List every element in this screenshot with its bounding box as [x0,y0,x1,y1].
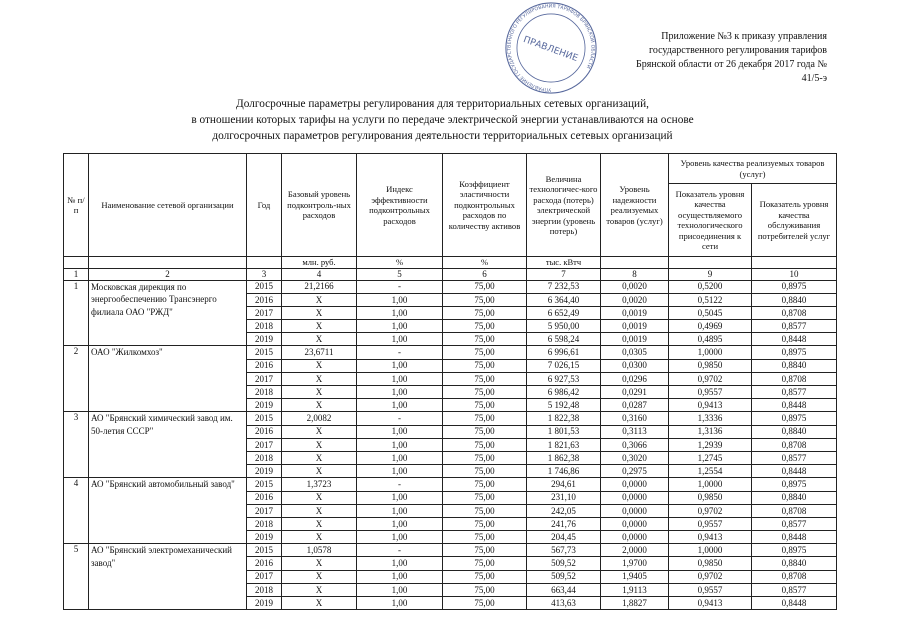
cell-reliability: 0,2975 [601,465,669,478]
unit-base: млн. руб. [282,257,357,269]
cell-elasticity-coef: 75,00 [443,293,527,306]
cell-year: 2017 [247,372,282,385]
unit-empty [669,257,752,269]
cell-reliability: 0,0000 [601,517,669,530]
table-body [64,280,837,610]
cell-connection-quality: 0,9702 [669,570,752,583]
cell-elasticity-coef: 75,00 [443,491,527,504]
appendix-line: Приложение №3 к приказу управления [661,31,827,42]
cell-elasticity-coef: 75,00 [443,504,527,517]
cell-year: 2017 [247,504,282,517]
cell-service-quality: 0,8577 [752,583,837,596]
cell-efficiency-index: - [357,478,443,491]
cell-efficiency-index: - [357,280,443,293]
cell-year: 2016 [247,293,282,306]
cell-base-cost: 1,0578 [282,544,357,557]
cell-efficiency-index: 1,00 [357,583,443,596]
cell-elasticity-coef: 75,00 [443,557,527,570]
cell-year: 2019 [247,465,282,478]
table-row [64,544,837,557]
cell-efficiency-index: 1,00 [357,491,443,504]
cell-tech-losses: 5 192,48 [527,399,601,412]
cell-efficiency-index: 1,00 [357,425,443,438]
org-name: АО "Брянский химический завод им. 50-летия СССР" [89,412,247,478]
cell-connection-quality: 0,5200 [669,280,752,293]
cell-connection-quality: 1,2939 [669,438,752,451]
header-coef: Коэффициент эластичности подконтрольных расходов по количеству активов [443,154,527,257]
cell-year: 2015 [247,412,282,425]
cell-elasticity-coef: 75,00 [443,346,527,359]
cell-reliability: 1,8827 [601,597,669,610]
cell-base-cost: X [282,583,357,596]
cell-reliability: 0,3160 [601,412,669,425]
cell-year: 2018 [247,583,282,596]
cell-connection-quality: 1,3136 [669,425,752,438]
unit-index: % [357,257,443,269]
table-row [64,346,837,359]
column-number: 2 [89,268,247,280]
unit-empty [752,257,837,269]
cell-tech-losses: 204,45 [527,531,601,544]
unit-coef: % [443,257,527,269]
column-number: 8 [601,268,669,280]
cell-base-cost: X [282,570,357,583]
cell-year: 2019 [247,531,282,544]
cell-service-quality: 0,8577 [752,451,837,464]
cell-reliability: 0,0287 [601,399,669,412]
cell-connection-quality: 0,9413 [669,399,752,412]
header-quality-connection: Показатель уровня качества осуществляемого технологического присоединения к сети [669,184,752,257]
column-number: 6 [443,268,527,280]
cell-service-quality: 0,8448 [752,597,837,610]
cell-connection-quality: 1,0000 [669,346,752,359]
cell-connection-quality: 0,9850 [669,359,752,372]
cell-efficiency-index: - [357,544,443,557]
cell-base-cost: X [282,517,357,530]
header-index: Индекс эффективности подконтрольных расходов [357,154,443,257]
cell-elasticity-coef: 75,00 [443,517,527,530]
cell-base-cost: 21,2166 [282,280,357,293]
org-name: АО "Брянский автомобильный завод" [89,478,247,544]
org-name: Московская дирекция по энергообеспечению Трансэнерго филиала ОАО "РЖД" [89,280,247,346]
cell-elasticity-coef: 75,00 [443,280,527,293]
cell-elasticity-coef: 75,00 [443,544,527,557]
cell-tech-losses: 6 598,24 [527,333,601,346]
table-row [64,478,837,491]
cell-connection-quality: 0,9557 [669,517,752,530]
cell-service-quality: 0,8840 [752,293,837,306]
cell-reliability: 0,3113 [601,425,669,438]
cell-efficiency-index: 1,00 [357,438,443,451]
cell-reliability: 1,9700 [601,557,669,570]
cell-efficiency-index: 1,00 [357,451,443,464]
cell-service-quality: 0,8975 [752,544,837,557]
cell-reliability: 2,0000 [601,544,669,557]
cell-connection-quality: 0,9413 [669,531,752,544]
cell-connection-quality: 0,9850 [669,491,752,504]
cell-service-quality: 0,8577 [752,517,837,530]
cell-service-quality: 0,8708 [752,372,837,385]
cell-connection-quality: 0,9557 [669,386,752,399]
cell-elasticity-coef: 75,00 [443,451,527,464]
table-row [64,280,837,293]
cell-base-cost: X [282,293,357,306]
cell-base-cost: X [282,372,357,385]
org-number: 5 [64,544,89,610]
cell-tech-losses: 1 862,38 [527,451,601,464]
cell-tech-losses: 7 232,53 [527,280,601,293]
cell-tech-losses: 241,76 [527,517,601,530]
cell-base-cost: X [282,531,357,544]
cell-elasticity-coef: 75,00 [443,333,527,346]
cell-service-quality: 0,8840 [752,491,837,504]
cell-connection-quality: 0,5045 [669,306,752,319]
cell-connection-quality: 1,2745 [669,451,752,464]
cell-tech-losses: 6 927,53 [527,372,601,385]
cell-efficiency-index: 1,00 [357,465,443,478]
cell-service-quality: 0,8840 [752,359,837,372]
cell-efficiency-index: 1,00 [357,372,443,385]
cell-elasticity-coef: 75,00 [443,425,527,438]
cell-service-quality: 0,8448 [752,333,837,346]
column-number: 9 [669,268,752,280]
column-number: 4 [282,268,357,280]
document-title [0,96,905,144]
cell-efficiency-index: - [357,412,443,425]
cell-elasticity-coef: 75,00 [443,386,527,399]
org-number: 3 [64,412,89,478]
unit-empty [64,257,89,269]
cell-base-cost: X [282,359,357,372]
header-reliability: Уровень надежности реализуемых товаров (услуг) [601,154,669,257]
cell-year: 2015 [247,544,282,557]
cell-tech-losses: 509,52 [527,557,601,570]
cell-reliability: 0,0019 [601,306,669,319]
cell-connection-quality: 0,9702 [669,372,752,385]
cell-elasticity-coef: 75,00 [443,306,527,319]
cell-reliability: 0,0000 [601,531,669,544]
cell-tech-losses: 567,73 [527,544,601,557]
cell-elasticity-coef: 75,00 [443,478,527,491]
cell-service-quality: 0,8975 [752,412,837,425]
cell-service-quality: 0,8577 [752,320,837,333]
cell-efficiency-index: 1,00 [357,320,443,333]
cell-connection-quality: 1,0000 [669,478,752,491]
cell-service-quality: 0,8708 [752,570,837,583]
cell-year: 2018 [247,386,282,399]
stamp-center-text: ПРАВЛЕНИЕ [521,34,580,65]
cell-year: 2015 [247,280,282,293]
cell-tech-losses: 1 822,38 [527,412,601,425]
cell-efficiency-index: 1,00 [357,504,443,517]
cell-reliability: 1,9405 [601,570,669,583]
cell-reliability: 0,3020 [601,451,669,464]
cell-base-cost: X [282,320,357,333]
cell-efficiency-index: 1,00 [357,333,443,346]
cell-base-cost: X [282,333,357,346]
cell-service-quality: 0,8975 [752,478,837,491]
cell-base-cost: 2,0082 [282,412,357,425]
cell-reliability: 0,0000 [601,504,669,517]
official-stamp [505,2,597,94]
title-line: долгосрочных параметров регулирования деятельности территориальных сетевых организаций [212,130,673,142]
cell-service-quality: 0,8708 [752,306,837,319]
org-number: 2 [64,346,89,412]
parameters-table [63,153,837,610]
cell-elasticity-coef: 75,00 [443,465,527,478]
appendix-line: Брянской области от 26 декабря 2017 года № [636,59,827,70]
cell-tech-losses: 242,05 [527,504,601,517]
cell-year: 2016 [247,491,282,504]
cell-year: 2015 [247,478,282,491]
cell-tech-losses: 6 652,49 [527,306,601,319]
cell-reliability: 0,0305 [601,346,669,359]
cell-reliability: 0,0020 [601,293,669,306]
cell-connection-quality: 0,4969 [669,320,752,333]
cell-connection-quality: 0,9413 [669,597,752,610]
cell-efficiency-index: 1,00 [357,306,443,319]
org-number: 4 [64,478,89,544]
cell-tech-losses: 7 026,15 [527,359,601,372]
cell-base-cost: 1,3723 [282,478,357,491]
cell-reliability: 0,0000 [601,491,669,504]
cell-elasticity-coef: 75,00 [443,372,527,385]
cell-elasticity-coef: 75,00 [443,320,527,333]
cell-reliability: 1,9113 [601,583,669,596]
cell-reliability: 0,0019 [601,320,669,333]
cell-tech-losses: 509,52 [527,570,601,583]
cell-tech-losses: 6 364,40 [527,293,601,306]
cell-elasticity-coef: 75,00 [443,531,527,544]
cell-efficiency-index: 1,00 [357,293,443,306]
cell-base-cost: X [282,386,357,399]
cell-base-cost: X [282,504,357,517]
cell-efficiency-index: 1,00 [357,570,443,583]
header-loss: Величина технологичес-кого расхода (потерь) электрической энергии (уровень потерь) [527,154,601,257]
column-number-row [64,268,837,280]
header-quality-service: Показатель уровня качества обслуживания потребителей услуг [752,184,837,257]
cell-efficiency-index: 1,00 [357,386,443,399]
cell-service-quality: 0,8975 [752,280,837,293]
column-number: 3 [247,268,282,280]
column-number: 10 [752,268,837,280]
cell-reliability: 0,0019 [601,333,669,346]
cell-service-quality: 0,8708 [752,438,837,451]
cell-base-cost: X [282,465,357,478]
column-number: 1 [64,268,89,280]
cell-year: 2019 [247,333,282,346]
column-number: 7 [527,268,601,280]
cell-efficiency-index: 1,00 [357,399,443,412]
cell-connection-quality: 0,9557 [669,583,752,596]
cell-tech-losses: 294,61 [527,478,601,491]
cell-year: 2016 [247,359,282,372]
cell-service-quality: 0,8448 [752,399,837,412]
cell-tech-losses: 413,63 [527,597,601,610]
cell-year: 2016 [247,557,282,570]
org-name: АО "Брянский электромеханический завод" [89,544,247,610]
cell-base-cost: X [282,306,357,319]
cell-tech-losses: 1 801,53 [527,425,601,438]
cell-base-cost: X [282,491,357,504]
cell-service-quality: 0,8448 [752,531,837,544]
cell-elasticity-coef: 75,00 [443,583,527,596]
cell-tech-losses: 231,10 [527,491,601,504]
cell-reliability: 0,0000 [601,478,669,491]
cell-base-cost: X [282,438,357,451]
cell-elasticity-coef: 75,00 [443,399,527,412]
stamp-ring-textpath: УПРАВЛЕНИЕ ГОСУДАРСТВЕННОГО РЕГУЛИРОВАНИЯ ТАРИФОВ БРЯНСКОЙ ОБЛАСТИ [507,4,595,92]
cell-connection-quality: 0,9702 [669,504,752,517]
cell-base-cost: X [282,451,357,464]
header-name: Наименование сетевой организации [89,154,247,257]
cell-year: 2018 [247,517,282,530]
cell-reliability: 0,0296 [601,372,669,385]
cell-year: 2017 [247,306,282,319]
header-base: Базовый уровень подконтроль-ных расходов [282,154,357,257]
cell-tech-losses: 6 996,61 [527,346,601,359]
cell-year: 2019 [247,597,282,610]
title-line: Долгосрочные параметры регулирования для территориальных сетевых организаций, [236,98,649,110]
header-no: № п/п [64,154,89,257]
cell-service-quality: 0,8975 [752,346,837,359]
cell-reliability: 0,3066 [601,438,669,451]
org-number: 1 [64,280,89,346]
cell-tech-losses: 663,44 [527,583,601,596]
cell-year: 2015 [247,346,282,359]
cell-tech-losses: 6 986,42 [527,386,601,399]
cell-elasticity-coef: 75,00 [443,597,527,610]
cell-year: 2019 [247,399,282,412]
cell-elasticity-coef: 75,00 [443,359,527,372]
cell-year: 2016 [247,425,282,438]
cell-connection-quality: 1,2554 [669,465,752,478]
unit-empty [247,257,282,269]
cell-reliability: 0,0020 [601,280,669,293]
appendix-note [636,30,827,86]
unit-empty [601,257,669,269]
cell-efficiency-index: 1,00 [357,359,443,372]
cell-efficiency-index: 1,00 [357,557,443,570]
cell-service-quality: 0,8448 [752,465,837,478]
cell-connection-quality: 1,3336 [669,412,752,425]
title-line: в отношении которых тарифы на услуги по передаче электрической энергии устанавливаются на основе [191,114,694,126]
column-number: 5 [357,268,443,280]
cell-service-quality: 0,8708 [752,504,837,517]
cell-connection-quality: 0,4895 [669,333,752,346]
cell-connection-quality: 0,5122 [669,293,752,306]
cell-service-quality: 0,8840 [752,425,837,438]
cell-year: 2018 [247,320,282,333]
cell-year: 2017 [247,570,282,583]
cell-reliability: 0,0291 [601,386,669,399]
cell-service-quality: 0,8840 [752,557,837,570]
cell-connection-quality: 0,9850 [669,557,752,570]
cell-tech-losses: 1 746,86 [527,465,601,478]
cell-year: 2018 [247,451,282,464]
cell-efficiency-index: 1,00 [357,517,443,530]
cell-elasticity-coef: 75,00 [443,438,527,451]
appendix-line: 41/5-э [801,73,827,84]
cell-efficiency-index: 1,00 [357,531,443,544]
cell-reliability: 0,0300 [601,359,669,372]
cell-elasticity-coef: 75,00 [443,412,527,425]
header-quality: Уровень качества реализуемых товаров (услуг) [669,154,837,184]
cell-efficiency-index: 1,00 [357,597,443,610]
cell-tech-losses: 1 821,63 [527,438,601,451]
cell-efficiency-index: - [357,346,443,359]
table-row [64,412,837,425]
cell-year: 2017 [247,438,282,451]
cell-base-cost: X [282,425,357,438]
org-name: ОАО "Жилкомхоз" [89,346,247,412]
appendix-line: государственного регулирования тарифов [648,45,827,56]
cell-tech-losses: 5 950,00 [527,320,601,333]
cell-service-quality: 0,8577 [752,386,837,399]
cell-base-cost: 23,6711 [282,346,357,359]
cell-base-cost: X [282,557,357,570]
cell-connection-quality: 1,0000 [669,544,752,557]
cell-base-cost: X [282,597,357,610]
unit-loss: тыс. кВтч [527,257,601,269]
cell-elasticity-coef: 75,00 [443,570,527,583]
cell-base-cost: X [282,399,357,412]
unit-empty [89,257,247,269]
header-year: Год [247,154,282,257]
